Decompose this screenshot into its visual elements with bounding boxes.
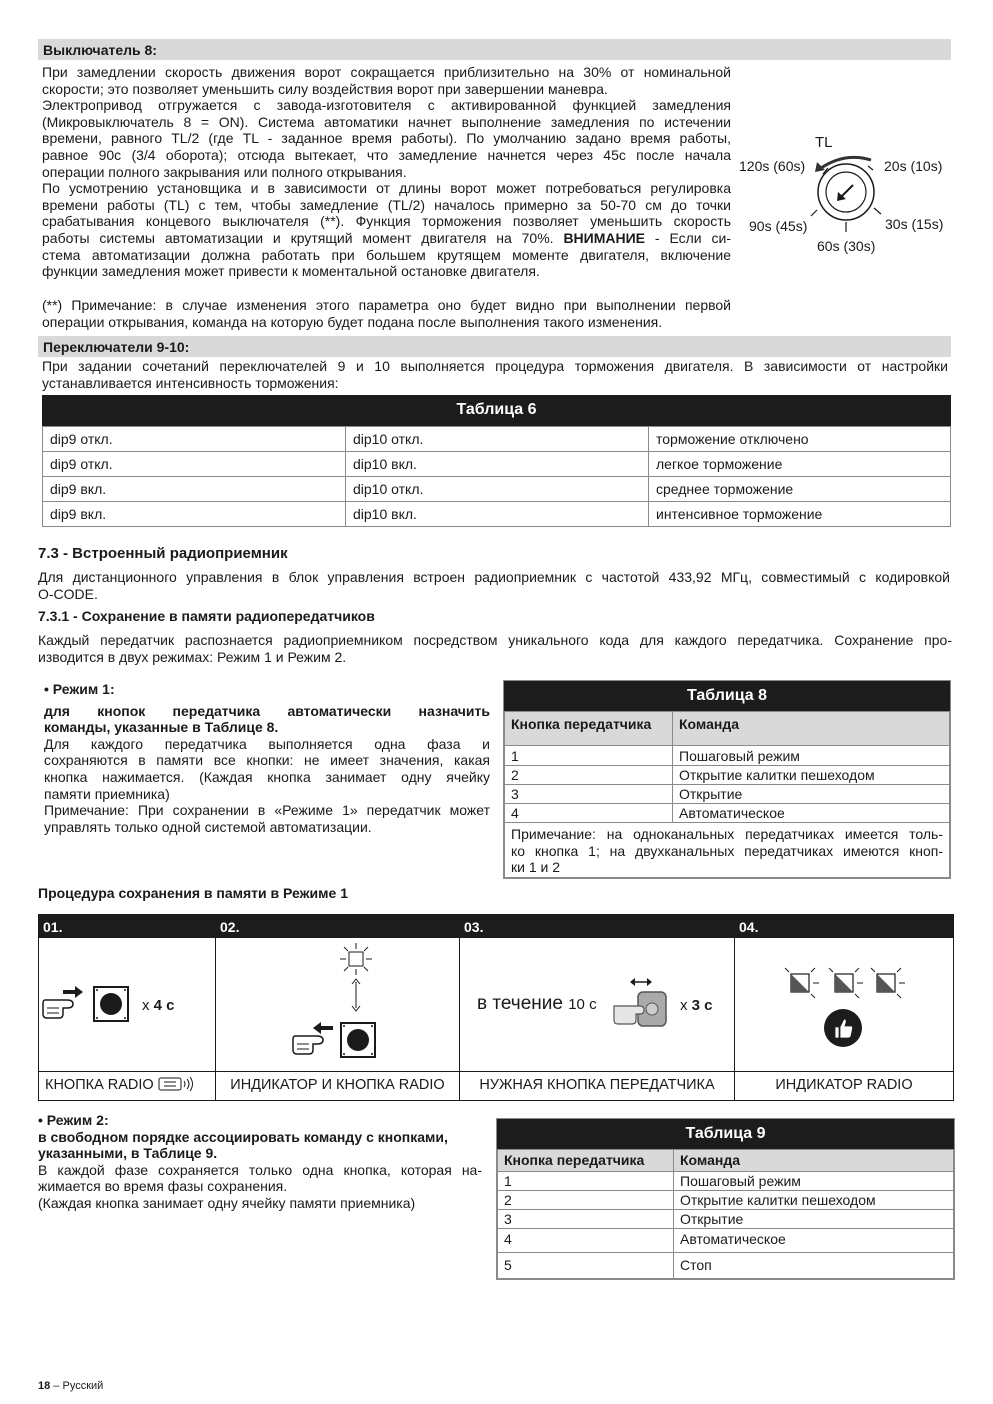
text-line: стема автоматизации должна работать при большем крутящем моменте двигателя, включение bbox=[42, 246, 731, 263]
table-cell: Открытие bbox=[674, 1210, 954, 1229]
table9-title: Таблица 9 bbox=[497, 1119, 954, 1149]
table-cell: dip10 вкл. bbox=[346, 452, 649, 477]
text-line: устанавливается интенсивность торможения: bbox=[42, 374, 339, 391]
text-line: управлять только одной системой автоматизации. bbox=[44, 818, 372, 835]
table-header-cell: Кнопка передатчика bbox=[505, 712, 673, 746]
table-cell: 4 bbox=[505, 804, 673, 823]
table9-grid bbox=[497, 1149, 954, 1279]
table6-grid bbox=[42, 426, 951, 527]
dial-label-60: 60s (30s) bbox=[817, 238, 876, 254]
table-cell: легкое торможение bbox=[649, 452, 951, 477]
table-cell: 4 bbox=[498, 1229, 674, 1253]
table-row bbox=[505, 746, 950, 766]
table-header-row bbox=[505, 712, 950, 746]
table-row bbox=[505, 785, 950, 804]
transmitter-press-icon bbox=[612, 978, 670, 1032]
table9 bbox=[496, 1118, 955, 1280]
table-row bbox=[43, 452, 951, 477]
table-row bbox=[498, 1253, 954, 1279]
text-line: времени, равного TL/2 (где TL - заданное время работы). По умолчанию задано время работы, bbox=[42, 130, 731, 147]
text-line: ко кнопка 1; на двухканальных передатчиках имеются кноп- bbox=[511, 842, 943, 859]
table-cell: Стоп bbox=[674, 1253, 954, 1279]
table-cell: 3 bbox=[505, 785, 673, 804]
table6 bbox=[42, 395, 951, 527]
text-line: кнопка нажимается. (Каждая кнопка занимает одну ячейку bbox=[44, 768, 490, 785]
section73-title: 7.3 - Встроенный радиоприемник bbox=[38, 545, 288, 562]
pressing-hand-icon bbox=[41, 984, 89, 1024]
step-caption: НУЖНАЯ КНОПКА ПЕРЕДАТЧИКА bbox=[479, 1077, 715, 1093]
table-cell: Открытие калитки пешеходом bbox=[674, 1191, 954, 1210]
table8-title: Таблица 8 bbox=[504, 681, 950, 711]
page-language: – Русский bbox=[50, 1380, 104, 1392]
table-cell: dip9 откл. bbox=[43, 452, 346, 477]
mode1-text bbox=[44, 736, 490, 836]
mode2-title: • Режим 2: bbox=[38, 1112, 109, 1128]
led-flash bbox=[785, 968, 819, 998]
text-line: для кнопок передатчика автоматически назначить bbox=[44, 702, 490, 719]
table-cell: 1 bbox=[498, 1172, 674, 1191]
pressing-hand-icon bbox=[291, 1020, 339, 1060]
led-flash bbox=[829, 968, 863, 998]
text-line: При замедлении скорость движения ворот сокращается приблизительно на 30% от номинальной bbox=[42, 64, 731, 80]
step03-times: x 3 с bbox=[680, 997, 713, 1014]
page-footer bbox=[38, 1378, 103, 1395]
table-row bbox=[505, 766, 950, 785]
table-cell: dip9 вкл. bbox=[43, 477, 346, 502]
text-line: операции полного закрывания или полного открывания. bbox=[42, 163, 407, 180]
text-line: указанными, в Таблице 9. bbox=[38, 1145, 218, 1162]
step03-within: в течение 10 с bbox=[477, 993, 597, 1014]
step01-body bbox=[39, 938, 215, 1071]
dial-label-90: 90s (45s) bbox=[749, 218, 808, 234]
step-number: 02. bbox=[216, 915, 459, 938]
table-header-cell: Команда bbox=[673, 712, 950, 746]
switch8-note bbox=[42, 297, 731, 330]
table-row bbox=[43, 502, 951, 527]
dial-label-20: 20s (10s) bbox=[884, 158, 943, 174]
thumbs-up-icon bbox=[823, 1008, 863, 1048]
table-cell: Пошаговый режим bbox=[674, 1172, 954, 1191]
table-cell: Пошаговый режим bbox=[673, 746, 950, 766]
text-line: Электропривод отгружается с завода-изготовителя с активированной функцией замедления bbox=[42, 97, 731, 114]
text-line: изводится в двух режимах: Режим 1 и Режим 2. bbox=[38, 648, 347, 665]
text-line: операции открывания, команда на которую будет подана после выполнения такого изменения. bbox=[42, 313, 663, 330]
table-cell: торможение отключено bbox=[649, 427, 951, 452]
section731-text bbox=[38, 632, 952, 665]
table-row bbox=[498, 1172, 954, 1191]
table-header-row bbox=[498, 1150, 954, 1172]
step-caption: ИНДИКАТОР И КНОПКА RADIO bbox=[230, 1077, 445, 1093]
table-row bbox=[43, 427, 951, 452]
table-cell: 2 bbox=[498, 1191, 674, 1210]
text-line: По усмотрению установщика и в зависимости от длины ворот может потребоваться регулировка bbox=[42, 180, 731, 197]
text-line: Каждый передатчик распознается радиоприемником посредством уникального кода для каждого передатчика. Сохранение про- bbox=[38, 632, 952, 648]
text-line: работы системы автоматизации и крутящий момент двигателя на 70%. ВНИМАНИЕ - Если си- bbox=[42, 229, 732, 246]
switches910-text bbox=[42, 358, 948, 391]
text-line: срабатывания концевого выключателя (**). Функция торможения позволяет уменьшить скорость bbox=[42, 213, 731, 230]
step01-times: x 4 с bbox=[142, 997, 175, 1014]
table-row bbox=[498, 1229, 954, 1253]
text-line: в свободном порядке ассоциировать команду с кнопками, bbox=[38, 1128, 448, 1145]
text-line: (Каждая кнопка занимает одну ячейку памяти приемника) bbox=[38, 1194, 416, 1211]
text-line: времени работы (TL) с тем, чтобы замедление (TL/2) началось примерно за 50-70 см до точки bbox=[42, 196, 731, 213]
dial-label-30: 30s (15s) bbox=[885, 216, 944, 232]
table-cell: интенсивное торможение bbox=[649, 502, 951, 527]
table-cell: Открытие bbox=[673, 785, 950, 804]
radio-key-icon bbox=[158, 1077, 196, 1091]
mode1-block bbox=[44, 681, 490, 835]
switches910-heading: Переключатели 9-10: bbox=[38, 336, 951, 357]
text-line: (Микровыключатель 8 = ON). Система автоматики начнет выполнение замедления по истечении bbox=[42, 113, 731, 130]
table-header-cell: Кнопка передатчика bbox=[498, 1150, 674, 1172]
step02-body bbox=[216, 938, 459, 1071]
step-caption: КНОПКА RADIO bbox=[39, 1072, 215, 1100]
procedure-steps bbox=[38, 914, 954, 1101]
mode1-title: • Режим 1: bbox=[44, 681, 115, 697]
text-line: сохраняются в памяти все кнопки: не имеет значения, какая bbox=[44, 752, 490, 769]
table-cell: Открытие калитки пешеходом bbox=[673, 766, 950, 785]
section731-title: 7.3.1 - Сохранение в памяти радиопередатчиков bbox=[38, 608, 375, 624]
step-caption: ИНДИКАТОР RADIO bbox=[775, 1077, 913, 1093]
text-line: жимается во время фазы сохранения. bbox=[38, 1178, 288, 1195]
table-cell: 5 bbox=[498, 1253, 674, 1279]
step-number: 04. bbox=[735, 915, 953, 938]
led-flash bbox=[871, 968, 905, 998]
table-cell: 1 bbox=[505, 746, 673, 766]
text-line: равное 90с (3/4 оборота); отсюда вытекает, что замедление начнется через 45с после начала bbox=[42, 146, 731, 163]
table-cell: dip9 вкл. bbox=[43, 502, 346, 527]
table6-title: Таблица 6 bbox=[42, 395, 951, 426]
text-line: (**) Примечание: в случае изменения этого параметра оно будет видно при выполнении первой bbox=[42, 297, 731, 313]
table8-note bbox=[505, 823, 950, 878]
table8-grid bbox=[504, 711, 950, 878]
mode2-text bbox=[38, 1162, 482, 1212]
table-cell: dip9 откл. bbox=[43, 427, 346, 452]
table8 bbox=[503, 680, 951, 879]
text-line: Для каждого передатчика выполняется одна фаза и bbox=[44, 735, 490, 752]
table-row bbox=[505, 804, 950, 823]
text-line: ки 1 и 2 bbox=[511, 859, 561, 875]
table-row bbox=[498, 1191, 954, 1210]
dial-tick bbox=[874, 208, 881, 214]
double-arrow-icon bbox=[350, 978, 362, 1012]
mode2-bold-text bbox=[38, 1129, 482, 1162]
step-number: 01. bbox=[39, 915, 215, 938]
table-cell: 3 bbox=[498, 1210, 674, 1229]
mode2-block bbox=[38, 1112, 482, 1212]
table-row bbox=[505, 823, 950, 878]
text-line: скорости; это позволяет уменьшить силу воздействия ворот при завершении маневра. bbox=[42, 80, 608, 97]
switch8-heading: Выключатель 8: bbox=[38, 39, 951, 60]
switch8-text bbox=[42, 64, 731, 280]
procedure-title: Процедура сохранения в памяти в Режиме 1 bbox=[38, 885, 348, 901]
table-cell: 2 bbox=[505, 766, 673, 785]
table-cell: среднее торможение bbox=[649, 477, 951, 502]
table-cell: dip10 откл. bbox=[346, 477, 649, 502]
dial-tick bbox=[868, 166, 873, 170]
page-number: 18 bbox=[38, 1380, 51, 1392]
mode1-bold-text bbox=[44, 703, 490, 736]
radio-button-icon bbox=[93, 986, 129, 1022]
table-row bbox=[498, 1210, 954, 1229]
text-line: команды, указанные в Таблице 8. bbox=[44, 719, 279, 736]
radio-button-icon bbox=[340, 1022, 376, 1058]
text-line: В каждой фазе сохраняется только одна кнопка, которая на- bbox=[38, 1161, 482, 1178]
step-number: 03. bbox=[460, 915, 734, 938]
text-line: При задании сочетаний переключателей 9 и 10 выполняется процедура торможения двигателя. В зависимости от настройки bbox=[42, 358, 948, 374]
warning-bold: ВНИМАНИЕ bbox=[563, 229, 646, 246]
table-cell: dip10 откл. bbox=[346, 427, 649, 452]
text-line: памяти приемника) bbox=[44, 785, 170, 802]
table-header-cell: Команда bbox=[674, 1150, 954, 1172]
dial-title: TL bbox=[815, 134, 833, 151]
led-indicator-icon bbox=[339, 942, 373, 976]
text-line: Для дистанционного управления в блок управления встроен радиоприемник с частотой 433,92 МГц, совместимый с кодировкой bbox=[38, 569, 950, 585]
table-cell: dip10 вкл. bbox=[346, 502, 649, 527]
step04-body bbox=[735, 938, 953, 1071]
text-line: функции замедления может привести к моментальной остановке двигателя. bbox=[42, 263, 540, 280]
table-cell: Автоматическое bbox=[673, 804, 950, 823]
step03-body bbox=[460, 938, 734, 1071]
text-line: Примечание: на одноканальных передатчиках имеется толь- bbox=[511, 826, 943, 842]
table-cell: Автоматическое bbox=[674, 1229, 954, 1253]
text-line: Примечание: При сохранении в «Режиме 1» передатчик может bbox=[44, 802, 490, 819]
text-line: O-CODE. bbox=[38, 585, 98, 602]
blinking-led-icon bbox=[781, 962, 911, 1002]
tl-dial-figure bbox=[735, 130, 955, 260]
dial-tick bbox=[811, 210, 817, 216]
table-row bbox=[43, 477, 951, 502]
dial-label-120: 120s (60s) bbox=[739, 158, 806, 174]
section73-text bbox=[38, 569, 950, 602]
trimmer-dial-icon bbox=[795, 150, 895, 250]
